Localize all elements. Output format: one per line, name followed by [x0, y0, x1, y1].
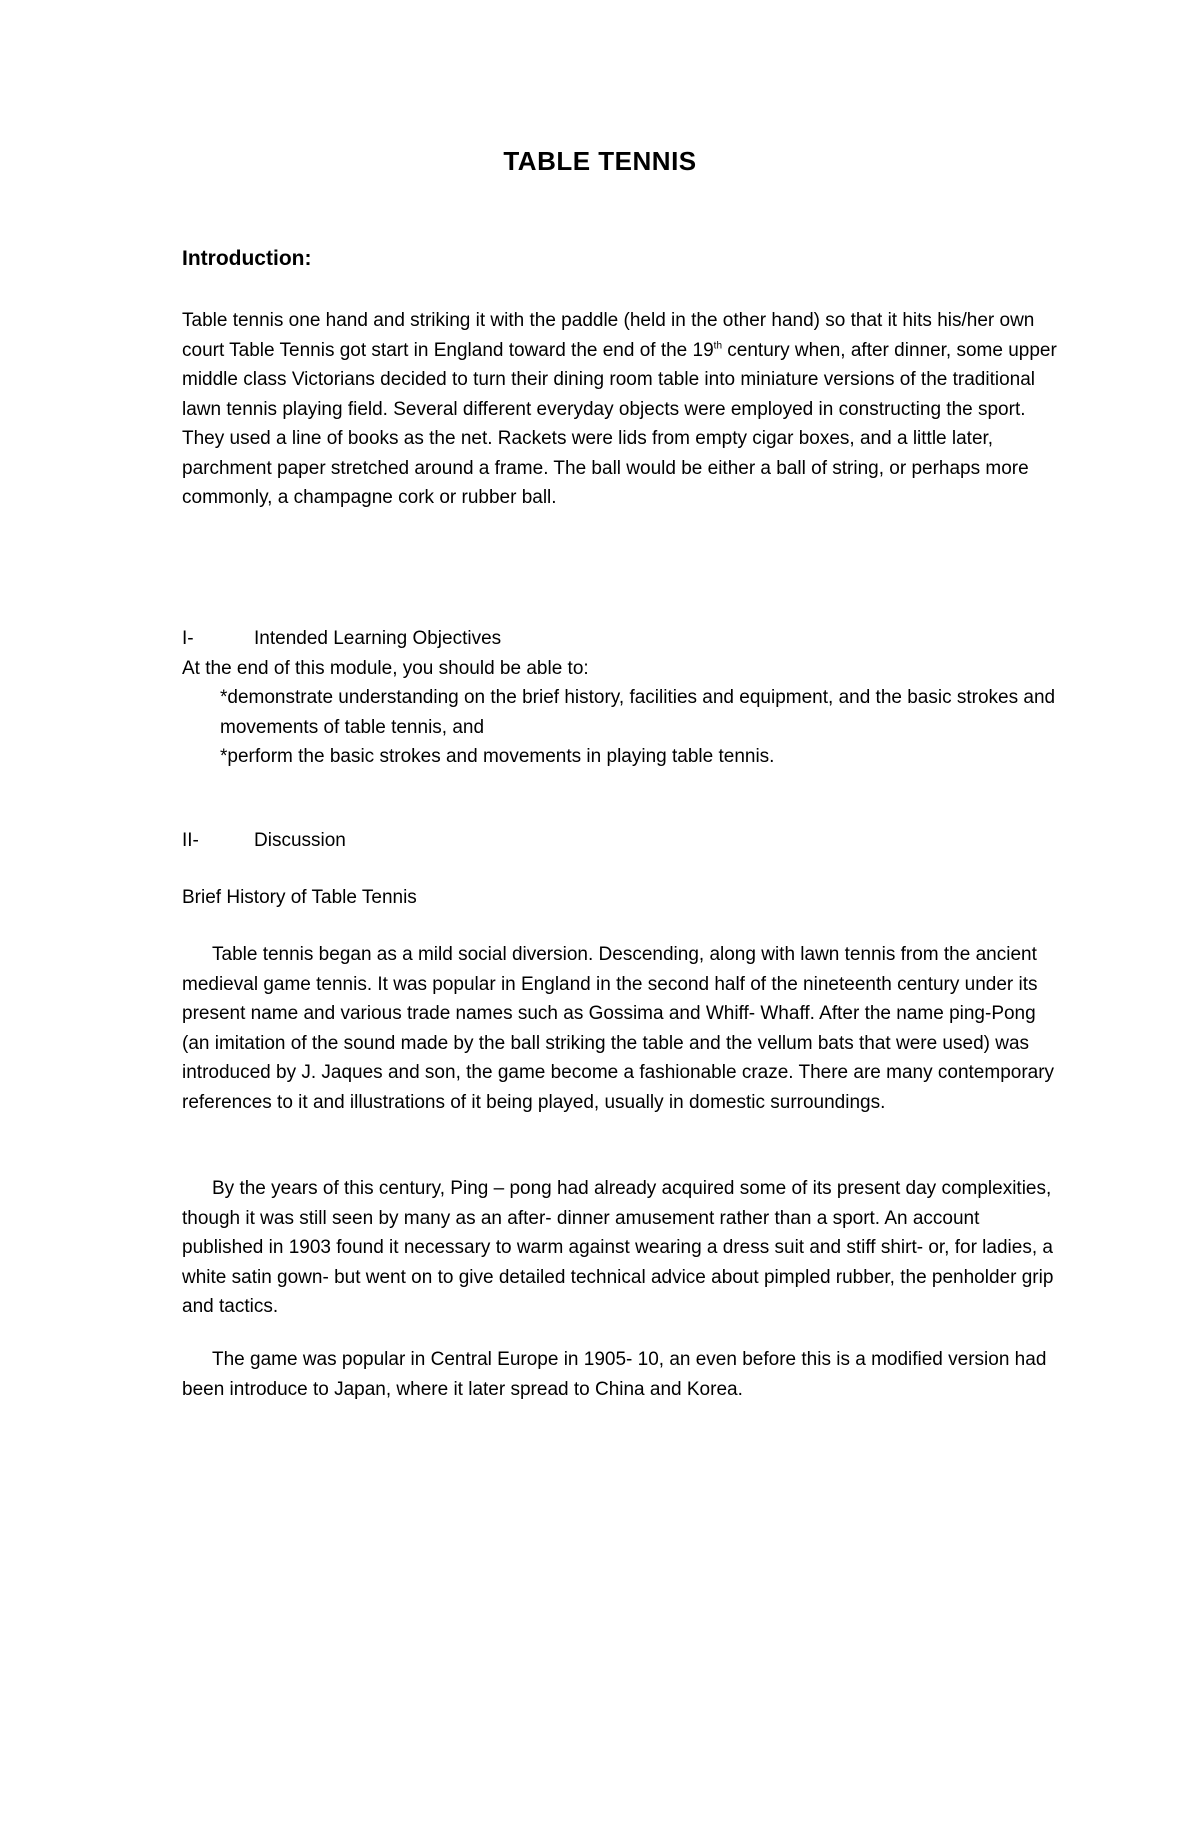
section-title: Discussion [254, 830, 346, 851]
introduction-heading: Introduction: [182, 247, 312, 270]
introduction-paragraph [182, 306, 1062, 513]
document-title: TABLE TENNIS [503, 146, 697, 176]
ordinal-superscript: th [713, 340, 723, 352]
objectives-section [182, 624, 1062, 772]
section-heading-objectives [182, 624, 1062, 654]
history-subheading-block [182, 883, 1062, 913]
introduction-text-part2: century when, after dinner, some upper middle class Victorians decided to turn their dining room table into miniature versions of the traditional lawn tennis playing field. Several different everyday objects were employed in constructing the sport. They used a line of books as the net. Rackets were lids from empty cigar boxes, and a little later, parchment paper stretched around a frame. The ball would be either a ball of string, or perhaps more commonly, a champagne cork or rubber ball. [182, 339, 1057, 508]
history-paragraph-1-block [182, 940, 1062, 1117]
introduction-text-part1: Table tennis one hand and striking it with the paddle (held in the other hand) so that it hits his/her own court Table Tennis got start in England toward the end of the 19 [182, 310, 1035, 361]
objective-item: *demonstrate understanding on the brief history, facilities and equipment, and the basic strokes and movements of table tennis, and [220, 687, 1056, 738]
section-numeral: I- [182, 628, 194, 649]
history-paragraph-3-block [182, 1345, 1062, 1404]
objectives-lead: At the end of this module, you should be able to: [182, 657, 589, 679]
section-title: Intended Learning Objectives [254, 628, 502, 649]
discussion-section-heading [182, 826, 1062, 856]
objective-item: *perform the basic strokes and movements in playing table tennis. [220, 746, 775, 767]
history-paragraph-2-block [182, 1174, 1062, 1322]
history-paragraph: By the years of this century, Ping – pong had already acquired some of its present day complexities, though it was still seen by many as an after- dinner amusement rather than a sport. An account published in 1903 found it necessary to warm against wearing a dress suit and stiff shirt- or, for ladies, a white satin gown- but went on to give detailed technical advice about pimpled rubber, the penholder grip and tactics. [182, 1178, 1054, 1317]
history-subheading: Brief History of Table Tennis [182, 887, 417, 908]
section-heading-discussion [182, 826, 1062, 856]
history-paragraph: The game was popular in Central Europe in 1905- 10, an even before this is a modified version had been introduce to Japan, where it later spread to China and Korea. [182, 1349, 1047, 1400]
history-paragraph: Table tennis began as a mild social diversion. Descending, along with lawn tennis from the ancient medieval game tennis. It was popular in England in the second half of the nineteenth century under its present name and various trade names such as Gossima and Whiff- Whaff. After the name ping-Pong (an imitation of the sound made by the ball striking the table and the vellum bats that were used) was introduced by J. Jaques and son, the game become a fashionable craze. There are many contemporary references to it and illustrations of it being played, usually in domestic surroundings. [182, 944, 1055, 1113]
section-numeral: II- [182, 830, 199, 851]
introduction-heading-block [182, 244, 1062, 274]
